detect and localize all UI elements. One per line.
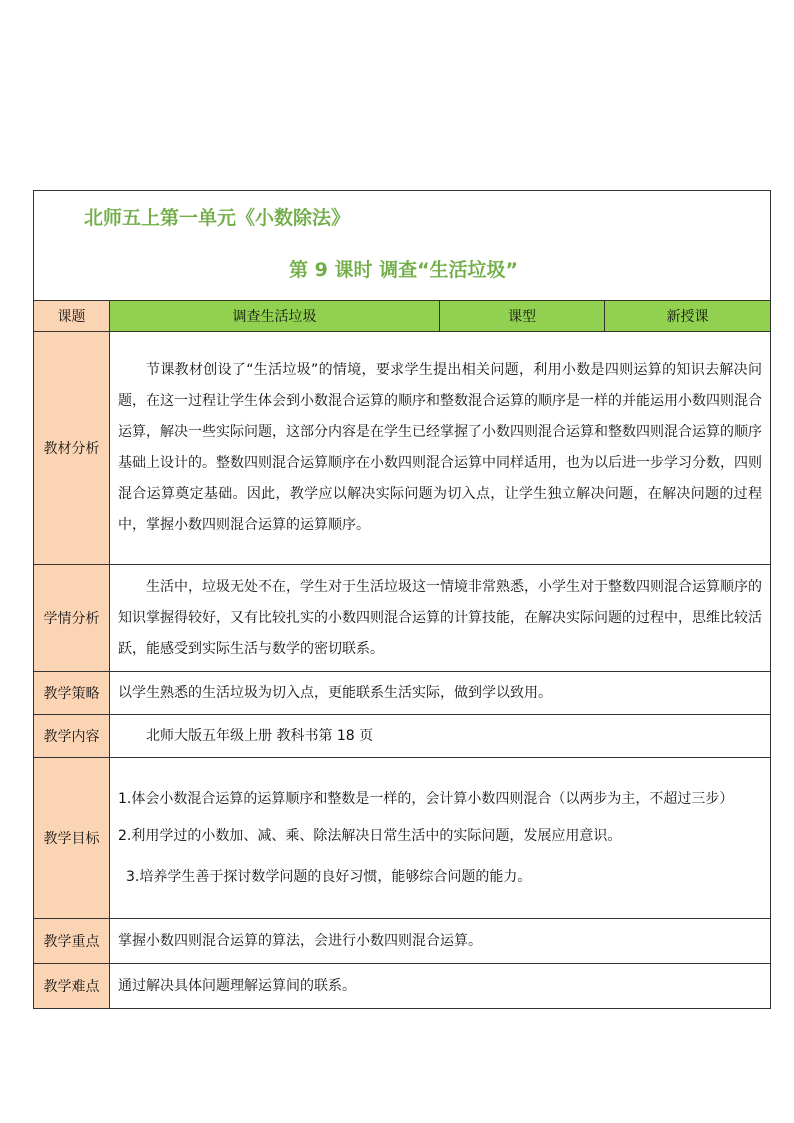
students-text: 生活中，垃圾无处不在，学生对于生活垃圾这一情境非常熟悉，小学生对于整数四则混合运算顺序的知识掌握得较好，又有比较扎实的小数四则混合运算的计算技能，在解决实际问题的过程中，思维比较活跃，能感受到实际生活与数学的密切联系。 [110, 565, 771, 672]
difficulties-row [34, 964, 771, 1009]
analysis-row [34, 332, 771, 565]
difficulties-text: 通过解决具体问题理解运算间的联系。 [110, 964, 771, 1009]
key-points-text: 掌握小数四则混合运算的算法，会进行小数四则混合运算。 [110, 919, 771, 964]
objectives-list [110, 758, 771, 919]
content-row [34, 715, 771, 758]
document-title: 北师五上第一单元《小数除法》 [84, 207, 351, 229]
objective-item: 2.利用学过的小数加、减、乘、除法解决日常生活中的实际问题，发展应用意识。 [118, 827, 622, 844]
header-cell [34, 191, 771, 301]
students-label: 学情分析 [34, 565, 110, 672]
topic-value: 调查生活垃圾 [110, 301, 440, 332]
strategy-row [34, 672, 771, 715]
strategy-label: 教学策略 [34, 672, 110, 715]
objectives-label: 教学目标 [34, 758, 110, 919]
lesson-type-label: 课型 [440, 301, 605, 332]
difficulties-label: 教学难点 [34, 964, 110, 1009]
topic-label: 课题 [34, 301, 110, 332]
key-points-label: 教学重点 [34, 919, 110, 964]
content-text: 北师大版五年级上册 教科书第 18 页 [110, 715, 771, 758]
topic-row [34, 301, 771, 332]
key-points-row [34, 919, 771, 964]
objective-item: 3.培养学生善于探讨数学问题的良好习惯，能够综合问题的能力。 [126, 868, 532, 885]
objectives-row [34, 758, 771, 919]
header-row [34, 191, 771, 301]
lesson-plan-table [33, 190, 771, 1009]
objective-item: 1.体会小数混合运算的运算顺序和整数是一样的，会计算小数四则混合（以两步为主，不超过三步） [118, 790, 734, 807]
content-label: 教学内容 [34, 715, 110, 758]
analysis-label: 教材分析 [34, 332, 110, 565]
strategy-text: 以学生熟悉的生活垃圾为切入点，更能联系生活实际，做到学以致用。 [110, 672, 771, 715]
students-row [34, 565, 771, 672]
lesson-type-value: 新授课 [605, 301, 771, 332]
analysis-text: 节课教材创设了“生活垃圾”的情境，要求学生提出相关问题，利用小数是四则运算的知识去解决问题，在这一过程让学生体会到小数混合运算的顺序和整数混合运算的顺序是一样的并能运用小数四则混合运算，解决一些实际问题，这部分内容是在学生已经掌握了小数四则混合运算和整数四则混合运算的顺序基础上设计的。整数四则混合运算顺序在小数四则混合运算中同样适用，也为以后进一步学习分数，四则混合运算奠定基础。因此，教学应以解决实际问题为切入点，让学生独立解决问题，在解决问题的过程中，掌握小数四则混合运算的运算顺序。 [110, 332, 771, 565]
lesson-subtitle: 第 9 课时 调查“生活垃圾” [289, 259, 519, 281]
